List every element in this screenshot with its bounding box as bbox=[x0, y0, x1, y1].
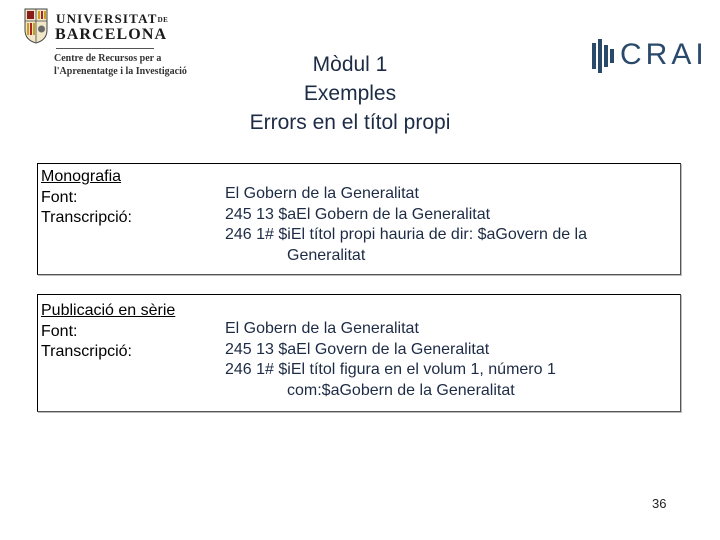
marc-245-line: 245 13 $aEl Govern de la Generalitat bbox=[225, 340, 490, 358]
marc-246-line: 246 1# $iEl títol propi hauria de dir: $aGovern de la bbox=[225, 226, 588, 243]
section-label: Exemples bbox=[303, 82, 397, 105]
transcription-label: Transcripció: bbox=[41, 209, 132, 226]
university-logo bbox=[24, 6, 214, 80]
crai-logo bbox=[592, 36, 708, 76]
example-labels bbox=[41, 167, 132, 229]
example-values bbox=[225, 184, 587, 266]
example-heading: Monografia bbox=[41, 168, 122, 185]
university-name-line1: UNIVERSITATDE bbox=[56, 11, 169, 26]
crai-wordmark: CRAI bbox=[620, 38, 708, 71]
marc-246-continuation: Generalitat bbox=[287, 246, 366, 264]
crai-mark-icon bbox=[592, 39, 618, 73]
example-labels bbox=[41, 301, 175, 363]
topic-label: Errors en el títol propi bbox=[249, 111, 451, 134]
transcription-label: Transcripció: bbox=[41, 343, 132, 360]
logo-divider bbox=[56, 48, 154, 49]
source-value: El Gobern de la Generalitat bbox=[225, 320, 419, 337]
module-label: Mòdul 1 bbox=[312, 53, 388, 76]
marc-246-line: 246 1# $iEl títol figura en el volum 1, número 1 bbox=[225, 361, 556, 378]
unit-name-line1: Centre de Recursos per a bbox=[54, 53, 162, 64]
unit-name-line2: l'Aprenentatge i la Investigació bbox=[54, 66, 187, 77]
example-values bbox=[225, 319, 556, 401]
example-box-serial bbox=[37, 294, 681, 412]
university-name-line2: BARCELONA bbox=[55, 26, 168, 43]
source-value: El Gobern de la Generalitat bbox=[225, 185, 419, 202]
example-box-monograph bbox=[37, 163, 681, 275]
marc-245-line: 245 13 $aEl Gobern de la Generalitat bbox=[225, 205, 491, 223]
slide-title bbox=[200, 50, 500, 137]
example-heading: Publicació en sèrie bbox=[41, 302, 176, 319]
university-shield-icon bbox=[24, 8, 48, 44]
marc-246-continuation: com:$aGobern de la Generalitat bbox=[287, 381, 515, 399]
page-number: 36 bbox=[652, 496, 667, 511]
source-label: Font: bbox=[41, 188, 78, 206]
source-label: Font: bbox=[41, 322, 78, 340]
